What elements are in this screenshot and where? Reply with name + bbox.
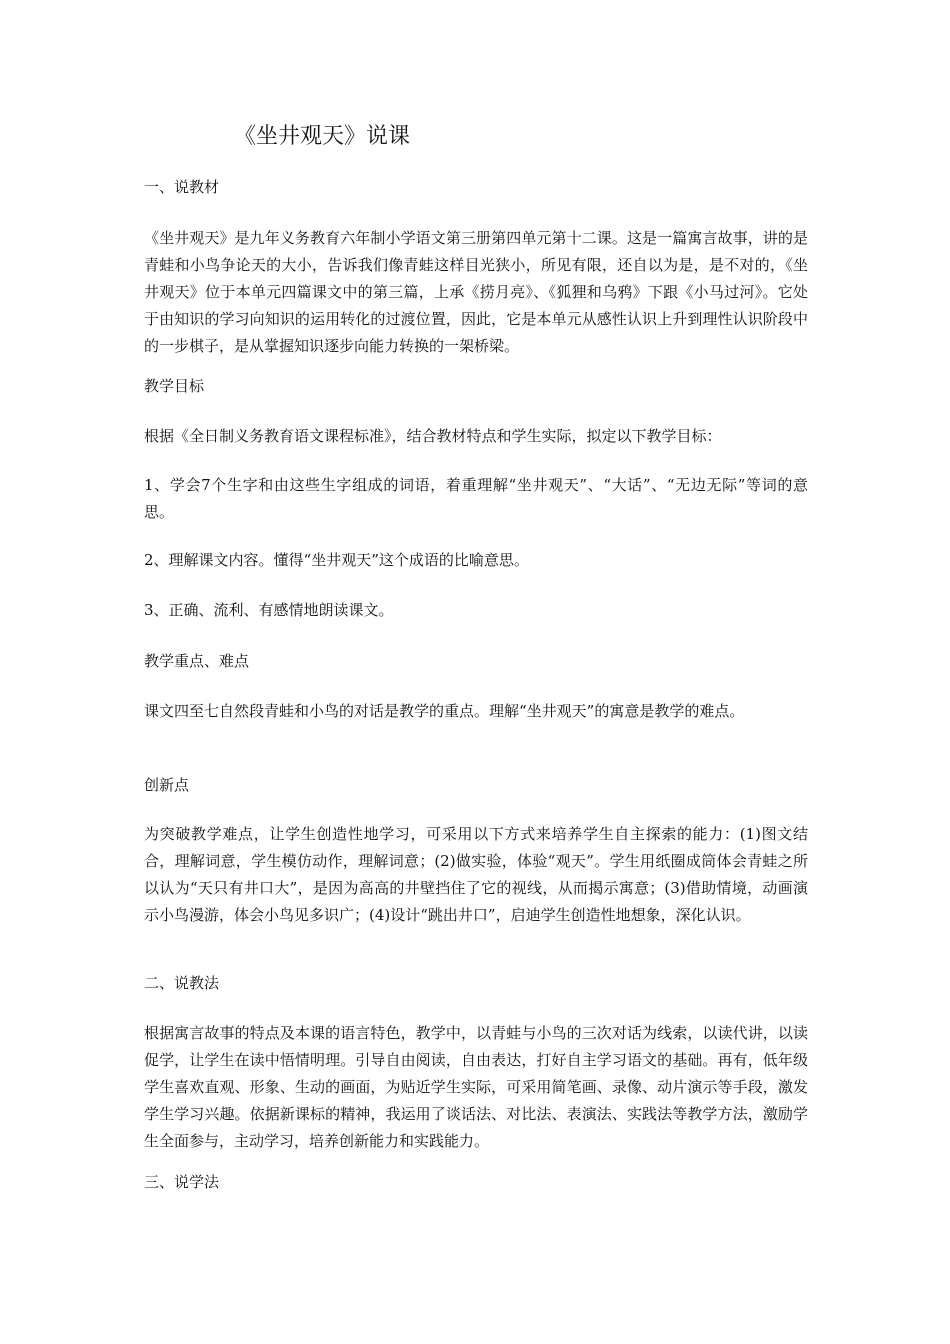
section-heading-learning-methods: 三、说学法 [144, 1173, 220, 1191]
paragraph-goal-2: 2、理解课文内容。懂得“坐井观天”这个成语的比喻意思。 [144, 551, 529, 569]
subheading-teaching-goals: 教学目标 [144, 377, 205, 395]
paragraph-goal-1: 1、学会7个生字和由这些生字组成的词语，着重理解“坐井观天”、“大话”、“无边无际”等词的意思。 [144, 476, 808, 521]
subheading-key-points: 教学重点、难点 [144, 652, 250, 670]
paragraph-goals-intro: 根据《全日制义务教育语文课程标准》，结合教材特点和学生实际，拟定以下教学目标： [144, 427, 722, 445]
paragraph-textbook-intro: 《坐井观天》是九年义务教育六年制小学语文第三册第四单元第十二课。这是一篇寓言故事，讲的是青蛙和小鸟争论天的大小，告诉我们像青蛙这样目光狭小，所见有限，还自以为是，是不对的，《坐井观天》位于本单元四篇课文中的第三篇，上承《捞月亮》、《狐狸和乌鸦》下跟《小马过河》。它处于由知识的学习向知识的运用转化的过渡位置，因此，它是本单元从感性认识上升到理性认识阶段中的一步棋子，是从掌握知识逐步向能力转换的一架桥梁。 [144, 229, 808, 355]
paragraph-key-points: 课文四至七自然段青蛙和小鸟的对话是教学的重点。理解“坐井观天”的寓意是教学的难点。 [144, 702, 745, 720]
paragraph-innovation: 为突破教学难点，让学生创造性地学习，可采用以下方式来培养学生自主探索的能力：(1)图文结合，理解词意，学生模仿动作，理解词意；(2)做实验，体验“观天”。学生用纸圈成筒体会青蛙之所以认为“天只有井口大”，是因为高高的井壁挡住了它的视线，从而揭示寓意；(3)借助情境，动画演示小鸟漫游，体会小鸟见多识广；(4)设计“跳出井口”，启迪学生创造性地想象，深化认识。 [144, 825, 808, 924]
section-heading-teaching-methods: 二、说教法 [144, 974, 220, 992]
subheading-innovation: 创新点 [144, 776, 190, 794]
section-heading-textbook: 一、说教材 [144, 178, 220, 196]
page-title: 《坐井观天》说课 [234, 124, 411, 149]
paragraph-teaching-methods: 根据寓言故事的特点及本课的语言特色，教学中，以青蛙与小鸟的三次对话为线索，以读代讲，以读促学，让学生在读中悟情明理。引导自由阅读，自由表达，打好自主学习语文的基础。再有，低年级学生喜欢直观、形象、生动的画面，为贴近学生实际，可采用简笔画、录像、动片演示等手段，激发学生学习兴趣。依据新课标的精神，我运用了谈话法、对比法、表演法、实践法等教学方法，激励学生全面参与，主动学习，培养创新能力和实践能力。 [144, 1024, 808, 1150]
paragraph-goal-3: 3、正确、流利、有感情地朗读课文。 [144, 601, 394, 619]
